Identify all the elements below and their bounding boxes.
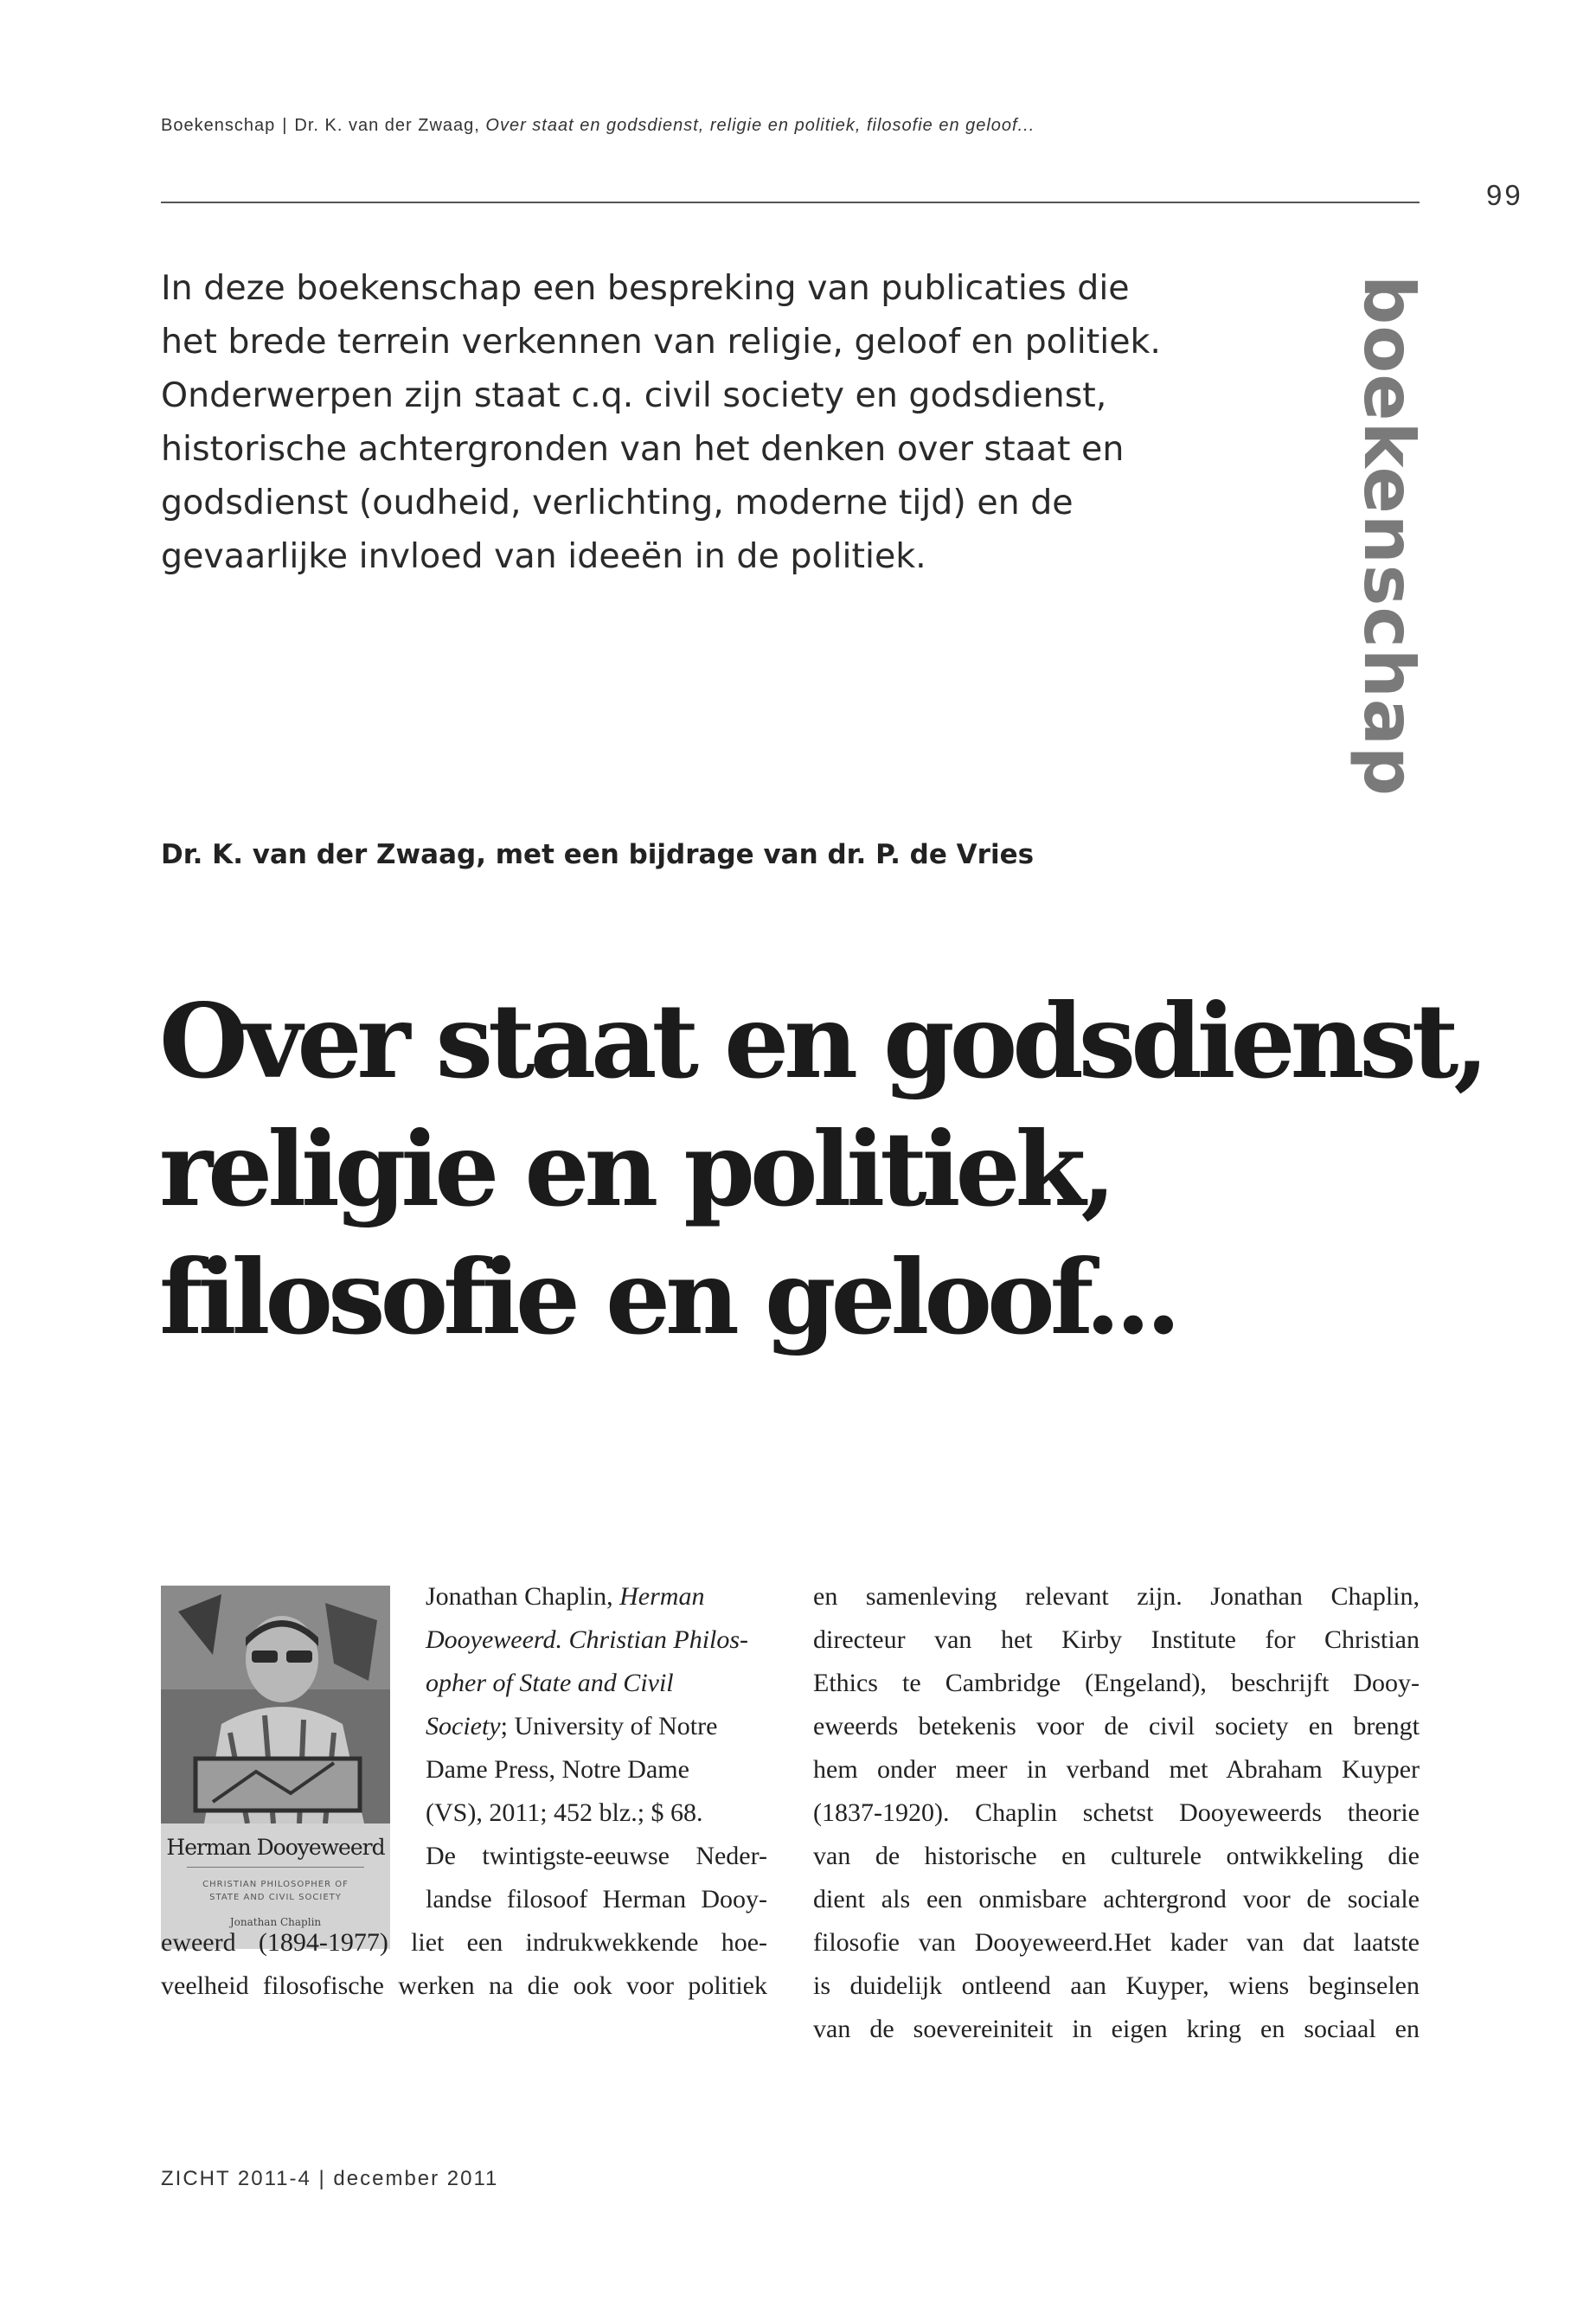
book-reference-text: (VS), 2011; 452 blz.; $ 68. (426, 1798, 703, 1827)
book-reference-line (426, 1791, 767, 1835)
article-title (159, 977, 1509, 1362)
byline: Dr. K. van der Zwaag, met een bijdrage van dr. P. de Vries (161, 839, 1035, 870)
book-cover-subtitle-line: STATE AND CIVIL SOCIETY (209, 1893, 342, 1902)
section-label: boekenschap (1349, 275, 1429, 797)
intro-line: In deze boekenschap een bespreking van publicaties die (161, 268, 1130, 308)
column-1-full (161, 1921, 767, 2008)
book-reference-line (426, 1618, 767, 1662)
running-header-title: Over staat en godsdienst, religie en politiek, filosofie en geloof... (485, 116, 1035, 135)
intro-line: Onderwerpen zijn staat c.q. civil society en godsdienst, (161, 375, 1107, 415)
body-line: en samenleving relevant zijn. Jonathan Chaplin, (813, 1582, 1420, 1611)
article-title-line: Over staat en godsdienst, (159, 981, 1484, 1101)
book-cover-author: Jonathan Chaplin (229, 1916, 322, 1928)
intro-line: het brede terrein verkennen van religie, geloof en politiek. (161, 322, 1161, 362)
intro-paragraph (161, 261, 1161, 583)
header-rule (161, 202, 1420, 203)
book-cover-image (161, 1586, 390, 1949)
body-line: De twintigste-eeuwse Neder- (426, 1842, 767, 1870)
intro-line: godsdienst (oudheid, verlichting, moderne tijd) en de (161, 483, 1074, 522)
running-header-separator: | (282, 116, 288, 135)
body-line: dient als een onmisbare achtergrond voor de sociale (813, 1885, 1420, 1913)
book-reference-text: Jonathan Chaplin, Herman (426, 1582, 705, 1611)
article-title-line: religie en politiek, (159, 1109, 1112, 1229)
body-line: directeur van het Kirby Institute for Christian (813, 1625, 1420, 1654)
book-reference-text: Dame Press, Notre Dame (426, 1755, 689, 1784)
body-line: is duidelijk ontleend aan Kuyper, wiens beginselen (813, 1971, 1420, 2000)
running-header-section: Boekenschap (161, 116, 276, 135)
page-number: 99 (1486, 179, 1523, 211)
running-header-author: Dr. K. van der Zwaag, (294, 116, 480, 135)
page-footer: ZICHT 2011-4 | december 2011 (161, 2167, 499, 2190)
body-line: veelheid filosofische werken na die ook voor politiek (161, 1971, 767, 2000)
article-title-line: filosofie en geloof... (159, 1237, 1176, 1357)
book-cover-title: Herman Dooyeweerd (166, 1835, 385, 1860)
book-cover-subtitle (161, 1878, 390, 1904)
book-cover-rule (187, 1867, 364, 1868)
book-cover-subtitle-line: CHRISTIAN PHILOSOPHER OF (202, 1880, 349, 1889)
book-reference-text: opher of State and Civil (426, 1669, 674, 1697)
body-line: Ethics te Cambridge (Engeland), beschrijft Dooy- (813, 1669, 1420, 1697)
book-reference-text: Dooyeweerd. Christian Philos- (426, 1625, 749, 1654)
running-header (161, 116, 1035, 136)
body-line: van de historische en culturele ontwikkeling die (813, 1842, 1420, 1870)
body-line: landse filosoof Herman Dooy- (426, 1885, 767, 1913)
body-line: hem onder meer in verband met Abraham Kuyper (813, 1755, 1420, 1784)
book-reference-text: Society; University of Notre (426, 1712, 718, 1740)
body-line: eweerds betekenis voor de civil society en brengt (813, 1712, 1420, 1740)
book-reference-line (426, 1662, 767, 1705)
book-reference-line (426, 1705, 767, 1748)
book-reference-line (426, 1748, 767, 1791)
book-reference-line (426, 1575, 767, 1618)
book-cover-portrait (161, 1586, 390, 1823)
intro-line: historische achtergronden van het denken over staat en (161, 429, 1125, 469)
body-line: eweerd (1894-1977) liet een indrukwekkende hoe- (161, 1928, 767, 1957)
intro-line: gevaarlijke invloed van ideeën in de politiek. (161, 536, 926, 576)
body-line: filosofie van Dooyeweerd.Het kader van dat laatste (813, 1928, 1420, 1957)
body-line: van de soevereiniteit in eigen kring en sociaal en (813, 2015, 1420, 2043)
book-reference (426, 1575, 767, 1835)
column-1-narrow (426, 1835, 767, 1921)
column-2 (813, 1575, 1420, 2051)
body-line: (1837-1920). Chaplin schetst Dooyeweerds theorie (813, 1798, 1420, 1827)
